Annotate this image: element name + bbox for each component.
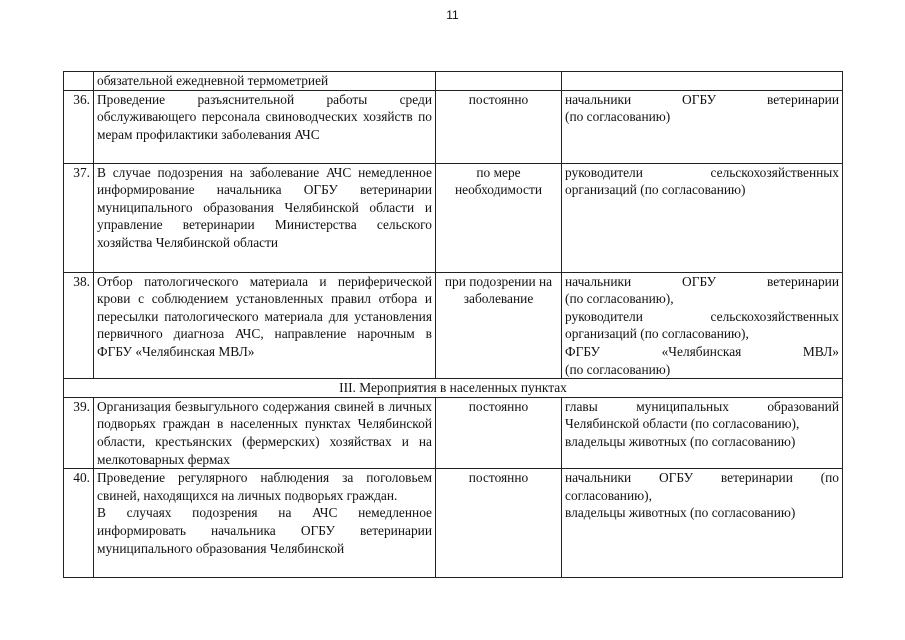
row-description: В случае подозрения на заболевание АЧС немедленное информирование начальника ОГБУ ветеринарии муниципального образования Челябинской области и управление ветеринарии Министерства сельского хозяйства Челябинской области	[94, 163, 436, 272]
responsible-line: руководители сельскохозяйственных	[565, 308, 839, 324]
table-row	[64, 90, 843, 163]
row-number: 36.	[64, 90, 94, 163]
row-period	[436, 72, 562, 91]
responsible-line: начальники ОГБУ ветеринарии (по	[565, 470, 839, 486]
responsible-line: организаций (по согласованию),	[565, 326, 749, 342]
description-paragraph: Проведение регулярного наблюдения за поголовьем свиней, находящихся на личных подворьях граждан.	[97, 470, 432, 503]
description-paragraph: В случаях подозрения на АЧС немедленное информировать начальника ОГБУ ветеринарии муниципального образования Челябинской	[97, 505, 432, 556]
responsible-line: ФГБУ «Челябинская МВЛ»	[565, 343, 839, 359]
row-description: обязательной ежедневной термометрией	[94, 72, 436, 91]
row-number: 37.	[64, 163, 94, 272]
row-description: Проведение разъяснительной работы среди обслуживающего персонала свиноводческих хозяйств по мерам профилактики заболевания АЧС	[94, 90, 436, 163]
row-period: при подозрении на заболевание	[436, 272, 562, 379]
row-responsible	[562, 469, 843, 578]
row-responsible	[562, 90, 843, 163]
responsible-line: (по согласованию)	[565, 109, 671, 125]
row-period: по мере необходимости	[436, 163, 562, 272]
row-responsible	[562, 272, 843, 379]
responsible-line: организаций (по согласованию)	[565, 182, 746, 198]
measures-table	[63, 71, 843, 578]
responsible-line: главы муниципальных образований	[565, 398, 839, 414]
responsible-line: руководители сельскохозяйственных	[565, 164, 839, 180]
row-number: 40.	[64, 469, 94, 578]
row-number: 38.	[64, 272, 94, 379]
responsible-line: согласованию),	[565, 487, 652, 503]
responsible-line: (по согласованию),	[565, 291, 674, 307]
table-row	[64, 469, 843, 578]
responsible-line: владельцы животных (по согласованию)	[565, 433, 796, 449]
row-responsible	[562, 72, 843, 91]
row-period: постоянно	[436, 90, 562, 163]
table-row-continued	[64, 72, 843, 91]
row-description	[94, 469, 436, 578]
table-row	[64, 397, 843, 468]
row-number: 39.	[64, 397, 94, 468]
responsible-line: Челябинской области (по согласованию),	[565, 416, 800, 432]
responsible-line: начальники ОГБУ ветеринарии	[565, 91, 839, 107]
section-title: III. Мероприятия в населенных пунктах	[64, 379, 843, 398]
row-number	[64, 72, 94, 91]
page-number: 11	[446, 8, 459, 22]
row-responsible	[562, 163, 843, 272]
row-description: Отбор патологического материала и периферической крови с соблюдением установленных правил отбора и пересылки патологического материала для установления первичного диагноза АЧС, направление нарочным в ФГБУ «Челябинская МВЛ»	[94, 272, 436, 379]
responsible-line: (по согласованию)	[565, 361, 671, 377]
row-responsible	[562, 397, 843, 468]
row-period: постоянно	[436, 397, 562, 468]
responsible-line: владельцы животных (по согласованию)	[565, 505, 796, 521]
responsible-line: начальники ОГБУ ветеринарии	[565, 273, 839, 289]
section-row	[64, 379, 843, 398]
row-description: Организация безвыгульного содержания свиней в личных подворьях граждан в населенных пунктах Челябинской области, крестьянских (фермерских) хозяйствах и на мелкотоварных фермах	[94, 397, 436, 468]
table-row	[64, 272, 843, 379]
table-row	[64, 163, 843, 272]
row-period: постоянно	[436, 469, 562, 578]
